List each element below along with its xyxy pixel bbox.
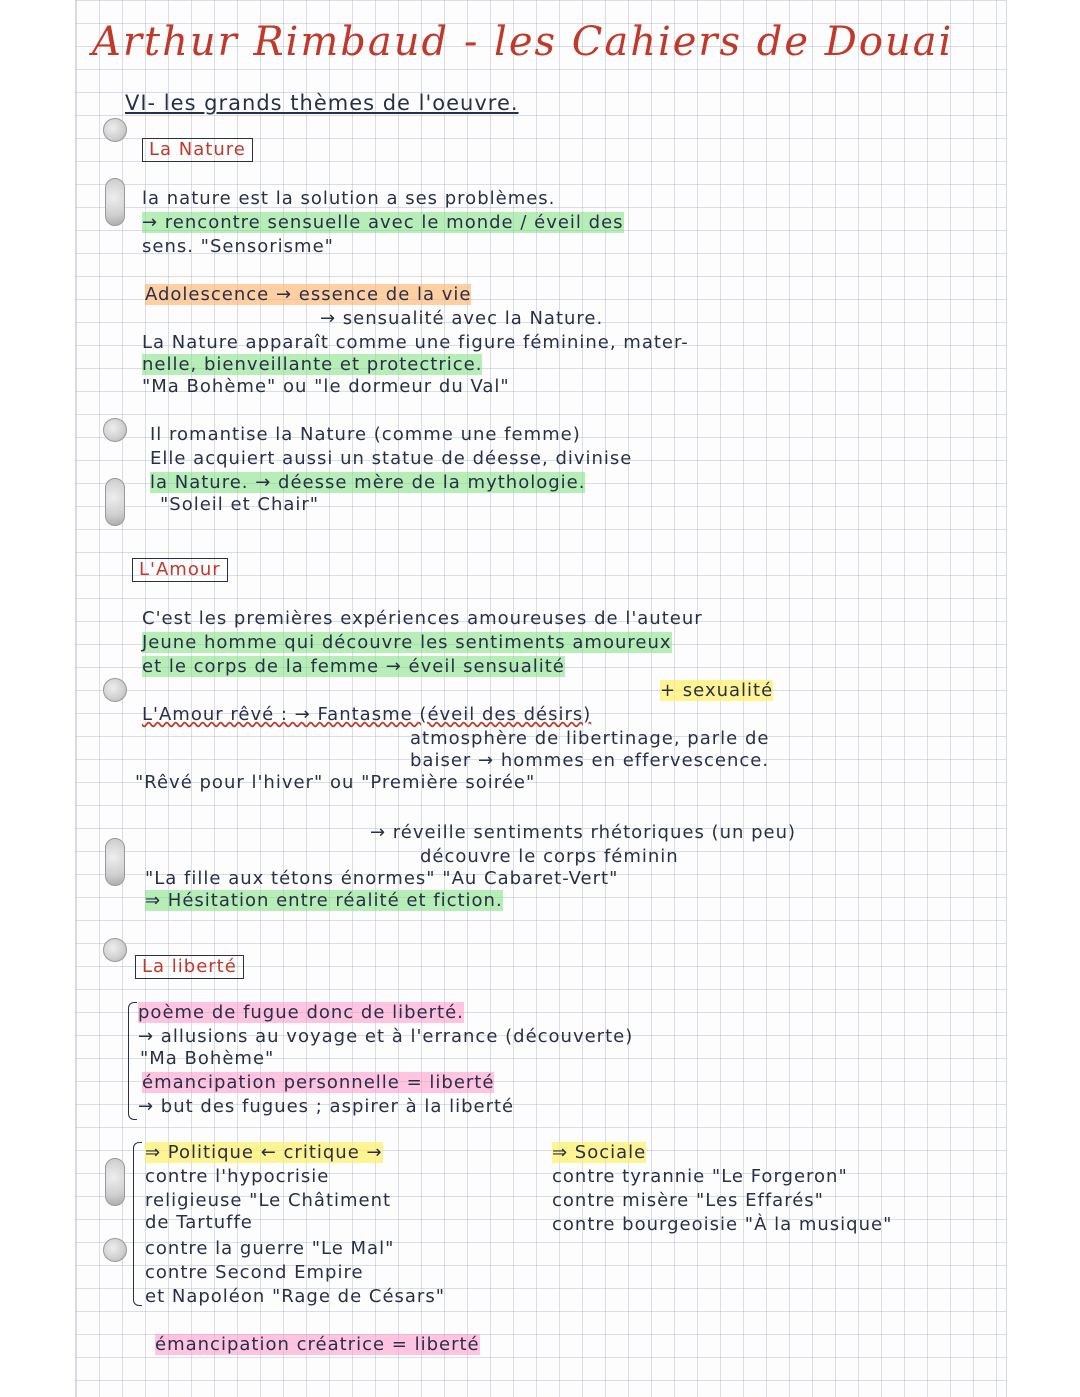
- page-title: Arthur Rimbaud - les Cahiers de Douai: [92, 19, 954, 65]
- amour-line-5: L'Amour rêvé : → Fantasme (éveil des désirs): [142, 704, 592, 725]
- sociale-line-1: [552, 1142, 646, 1164]
- sociale-line-2: contre tyrannie "Le Forgeron": [552, 1166, 848, 1187]
- amour-line-6: atmosphère de libertinage, parle de: [410, 728, 770, 749]
- nature-line-8: "Ma Bohème" ou "le dormeur du Val": [142, 376, 510, 397]
- nature-line-10: Elle acquiert aussi un statue de déesse, divinise: [150, 448, 633, 469]
- nature-line-5: → sensualité avec la Nature.: [320, 308, 604, 329]
- sociale-line-4: contre bourgeoisie "À la musique": [552, 1214, 893, 1235]
- amour-line-1: C'est les premières expériences amoureuses de l'auteur: [142, 608, 703, 629]
- binder-hole: [103, 1238, 127, 1262]
- liberte-line-3: "Ma Bohème": [140, 1048, 275, 1069]
- binder-hole: [103, 418, 127, 442]
- politique-line-1: [145, 1142, 383, 1164]
- amour-line-9: → réveille sentiments rhétoriques (un peu): [370, 822, 797, 843]
- amour-line-8: "Rêvé pour l'hiver" ou "Première soirée": [135, 772, 536, 793]
- liberte-line-4: [142, 1072, 494, 1094]
- nature-line-2: [142, 212, 624, 234]
- amour-line-3: [142, 656, 565, 678]
- amour-line-12: [145, 890, 503, 912]
- politique-line-6: contre Second Empire: [145, 1262, 364, 1283]
- liberte-last-line-text: émancipation créatrice = liberté: [155, 1334, 480, 1355]
- binder-hole: [105, 478, 125, 526]
- nature-line-11-text: la Nature. → déesse mère de la mythologie.: [150, 472, 586, 493]
- liberte-line-1-text: poème de fugue donc de liberté.: [138, 1002, 464, 1023]
- liberte-line-2: → allusions au voyage et à l'errance (découverte): [138, 1026, 634, 1047]
- section-heading: VI- les grands thèmes de l'oeuvre.: [125, 91, 519, 115]
- amour-line-12-text: ⇒ Hésitation entre réalité et fiction.: [145, 890, 503, 911]
- politique-line-5: contre la guerre "Le Mal": [145, 1238, 395, 1259]
- amour-line-4-text: + sexualité: [660, 680, 774, 701]
- bracket-liberte: [128, 1002, 137, 1120]
- amour-line-4: [660, 680, 773, 702]
- politique-line-7: et Napoléon "Rage de Césars": [145, 1286, 445, 1307]
- nature-line-11: [150, 472, 585, 494]
- politique-line-2: contre l'hypocrisie: [145, 1166, 330, 1187]
- politique-line-1-text: ⇒ Politique ← critique →: [145, 1142, 383, 1163]
- nature-line-1: la nature est la solution a ses problèmes.: [142, 188, 556, 209]
- nature-line-12: "Soleil et Chair": [160, 494, 320, 515]
- amour-line-2: [142, 632, 672, 654]
- nature-line-2-text: → rencontre sensuelle avec le monde / éveil des: [142, 212, 624, 233]
- politique-line-3: religieuse "Le Châtiment: [145, 1190, 392, 1211]
- liberte-line-4-text: émancipation personnelle = liberté: [142, 1072, 495, 1093]
- binder-hole: [103, 938, 127, 962]
- sociale-line-1-text: ⇒ Sociale: [552, 1142, 647, 1163]
- nature-line-3: sens. "Sensorisme": [142, 236, 334, 257]
- bracket-politique: [133, 1142, 142, 1306]
- binder-hole: [103, 678, 127, 702]
- nature-line-9: Il romantise la Nature (comme une femme): [150, 424, 581, 445]
- nature-line-7: [142, 354, 482, 376]
- amour-line-7: baiser → hommes en effervescence.: [410, 750, 770, 771]
- heading-liberte: La liberté: [135, 955, 244, 979]
- nature-line-4: [145, 284, 471, 306]
- liberte-line-1: [138, 1002, 464, 1024]
- amour-line-2-text: Jeune homme qui découvre les sentiments amoureux: [142, 632, 672, 653]
- liberte-line-5: → but des fugues ; aspirer à la liberté: [138, 1096, 515, 1117]
- binder-hole: [105, 838, 125, 886]
- politique-line-4: de Tartuffe: [145, 1212, 253, 1233]
- heading-nature: La Nature: [142, 138, 253, 162]
- nature-line-7-text: nelle, bienveillante et protectrice.: [142, 354, 483, 375]
- binder-hole: [105, 1158, 125, 1206]
- nature-line-6: La Nature apparaît comme une figure féminine, mater-: [142, 332, 689, 353]
- liberte-last-line: [155, 1334, 480, 1356]
- binder-hole: [105, 178, 125, 226]
- sociale-line-3: contre misère "Les Effarés": [552, 1190, 824, 1211]
- heading-amour: L'Amour: [132, 558, 228, 582]
- amour-line-3-text: et le corps de la femme → éveil sensualité: [142, 656, 565, 677]
- amour-line-10: découvre le corps féminin: [420, 846, 679, 867]
- nature-line-4-text: Adolescence → essence de la vie: [145, 284, 472, 305]
- binder-hole: [103, 118, 127, 142]
- amour-line-11: "La fille aux tétons énormes" "Au Cabaret-Vert": [145, 868, 619, 889]
